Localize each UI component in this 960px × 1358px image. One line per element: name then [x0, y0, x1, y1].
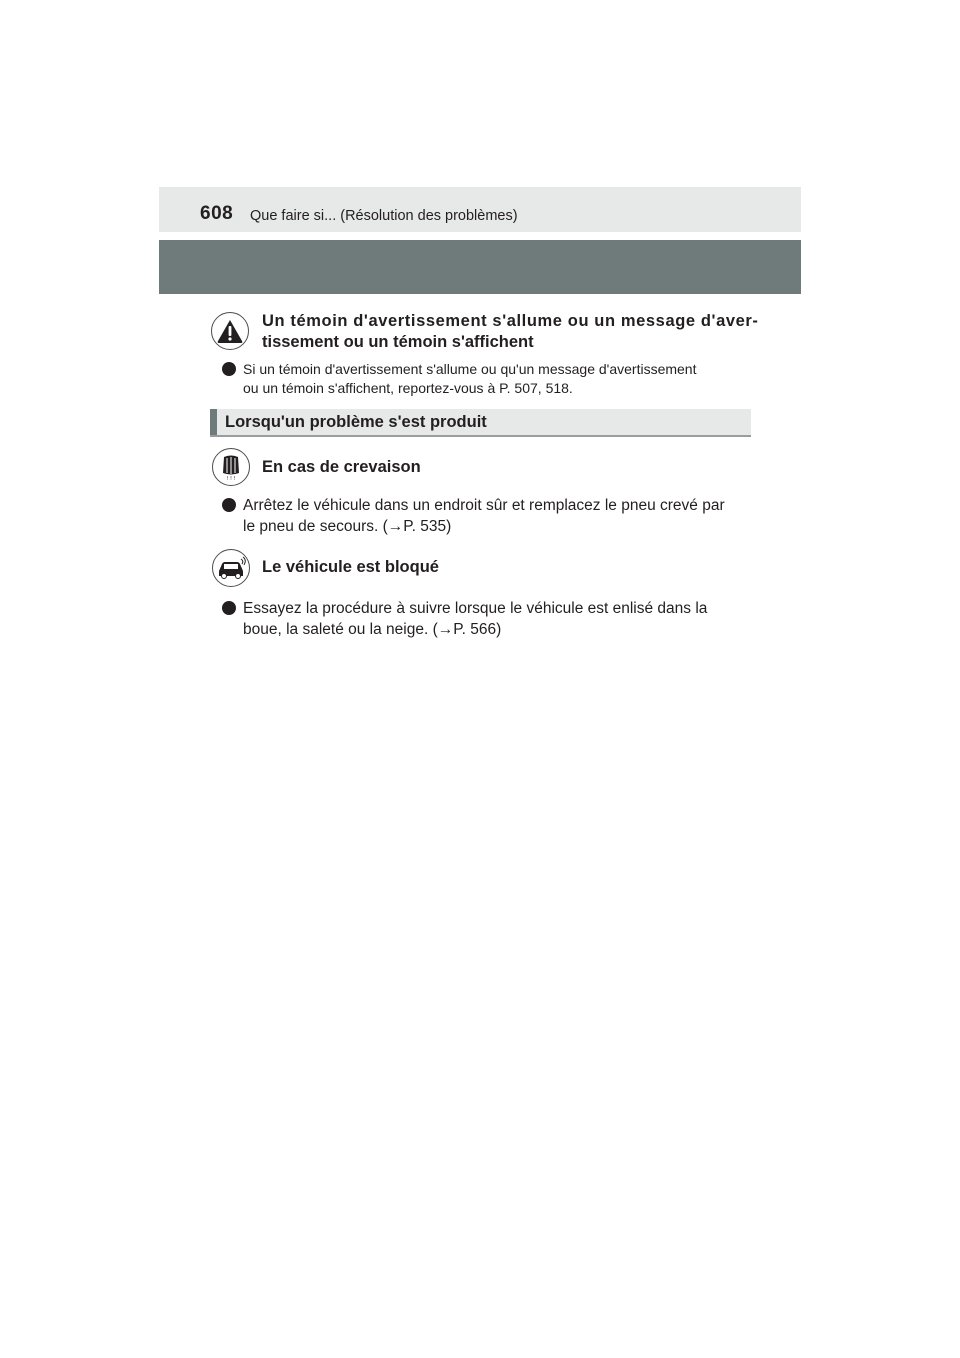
stuck-heading: Le véhicule est bloqué [262, 558, 439, 576]
warning-text-line2: ou un témoin s'affichent, reportez-vous à P. 507, 518. [243, 380, 573, 396]
flat-tire-text-line1: Arrêtez le véhicule dans un endroit sûr et remplacez le pneu crevé par [243, 497, 725, 514]
stuck-text-line1: Essayez la procédure à suivre lorsque le véhicule est enlisé dans la [243, 600, 708, 617]
section-title: Lorsqu'un problème s'est produit [225, 413, 487, 431]
bullet [222, 362, 236, 376]
title-bar [159, 240, 801, 294]
warning-triangle-icon [211, 312, 249, 350]
section-bar [210, 409, 751, 437]
flat-tire-text-line2: le pneu de secours. (→P. 535) [243, 518, 452, 535]
stuck-vehicle-icon [212, 549, 250, 587]
flat-tire-heading: En cas de crevaison [262, 458, 421, 476]
svg-text:! ! !: ! ! ! [226, 476, 236, 481]
chapter-title: Que faire si... (Résolution des problèmes) [250, 208, 518, 224]
bullet [222, 498, 236, 512]
warning-heading-line2: tissement ou un témoin s'affichent [262, 333, 534, 351]
section-accent [210, 409, 217, 435]
bullet [222, 601, 236, 615]
page-number: 608 [200, 203, 234, 224]
warning-heading-line1: Un témoin d'avertissement s'allume ou un message d'aver- [262, 312, 759, 330]
flat-tire-icon [212, 448, 250, 486]
stuck-text-line2: boue, la saleté ou la neige. (→P. 566) [243, 621, 502, 638]
warning-text-line1: Si un témoin d'avertissement s'allume ou qu'un message d'avertissement [243, 361, 697, 377]
